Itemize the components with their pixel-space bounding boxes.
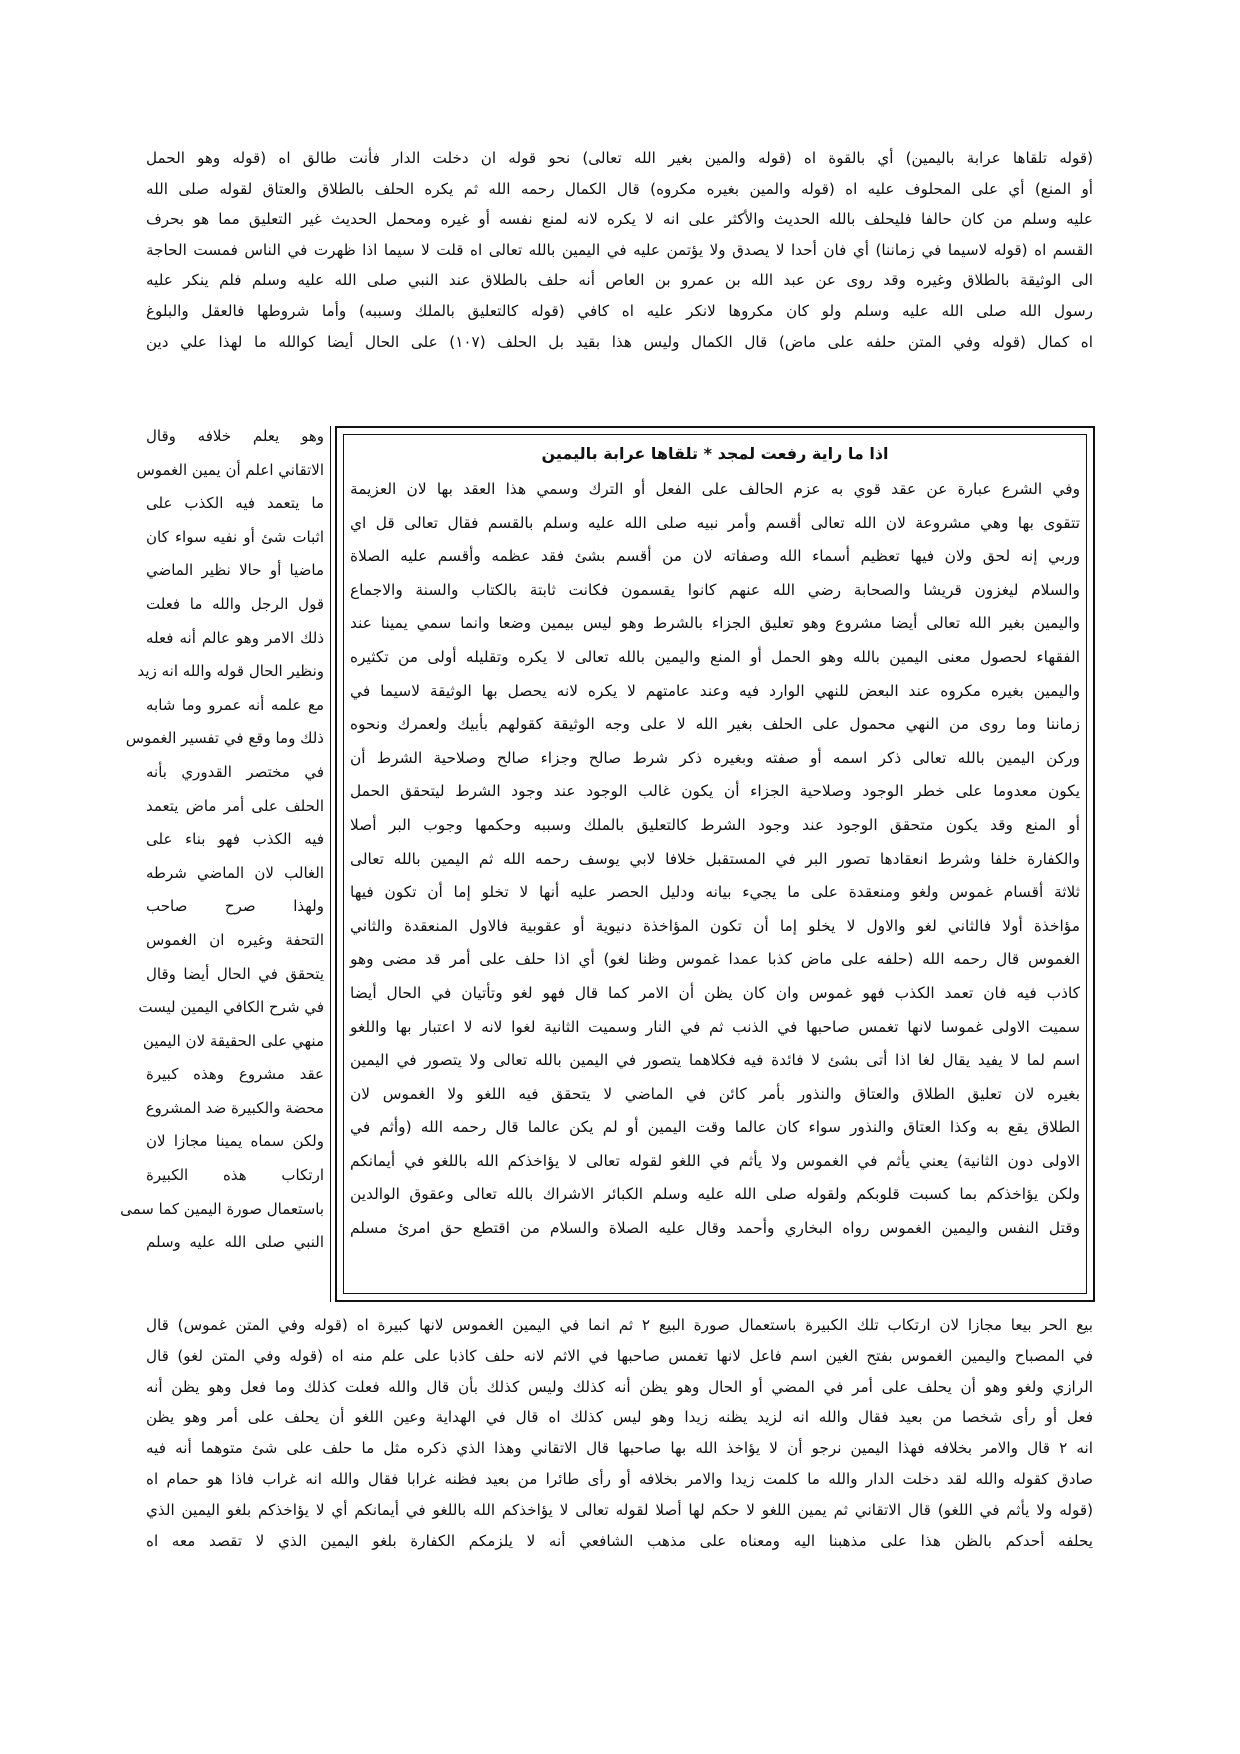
side-commentary-line: وهو يعلم خلافه وقال — [146, 427, 324, 445]
commentary-line: يحلفه أحدكم بالظن هذا على مذهبنا اليه ومعناه على مذهب الشافعي أنه لا يلزمكم الكفارة بلغو اليمين الذي لا تقصد معه اه — [146, 1531, 1093, 1550]
commentary-line: أو المنع) أي على المحلوف عليه اه (قوله والمين بغيره مكروه) قال الكمال رحمه الله ثم يكره الحلف بالطلاق والعتاق لقوله صلى الله — [146, 179, 1093, 198]
main-text-line: الغموس قال رحمه الله (حلفه على ماض كذبا عمدا غموس وظنا لغو) أي اذا حلف على أمر قد مضى وهو — [350, 950, 1080, 969]
side-commentary-line: فيه الكذب فهو بناء على — [146, 830, 324, 849]
commentary-line: رسول الله صلى الله عليه وسلم ولو كان مكروها لانكر عليه اه كافي (قوله كالتعليق بالملك وسببه) وأما شروطها فالعقل والبلوغ — [146, 301, 1093, 320]
side-commentary-line: ولهذا صرح صاحب — [146, 897, 324, 916]
side-commentary-line: النبي صلى الله عليه وسلم — [146, 1233, 324, 1252]
side-commentary-line: ذلك الامر وهو عالم أنه فعله — [146, 628, 324, 647]
side-commentary-line: محضة والكبيرة ضد المشروع — [145, 1098, 324, 1117]
side-commentary-line: يتحقق في الحال أيضا وقال — [146, 964, 324, 983]
side-commentary-line: ارتكاب هذه الكبيرة — [146, 1166, 324, 1185]
main-text-line: وركن اليمين بالله تعالى ذكر اسمه أو صفته وبغيره ذكر شرط صالح وجزاء صالح وصلاحية الشرط أن — [350, 748, 1080, 767]
side-commentary-line: منهي على الحقيقة لان اليمين — [142, 1031, 324, 1050]
commentary-line: (قوله ولا يأثم في اللغو) قال الاتقاني ثم يمين اللغو لا حكم لها أصلا لقوله تعالى لا يؤاخذكم الله باللغو في أيمانكم أي لا يؤاخذكم بلغو اليمين الذي — [146, 1500, 1093, 1519]
side-commentary-line: في مختصر القدوري بأنه — [146, 762, 324, 781]
main-text-line: والسلام ليغزون قريشا والصحابة رضي الله عنهم كانوا يقسمون فكانت ثابتة بالكتاب والسنة والاجماع — [350, 580, 1080, 599]
side-commentary-line: ذلك وما وقع في تفسير الغموس — [125, 729, 324, 748]
main-text-line: وقتل النفس واليمين الغموس رواه البخاري وأحمد وقال عليه الصلاة والسلام من اقتطع حق امرئ مسلم — [350, 1219, 1080, 1238]
commentary-line: بيع الحر بيعا مجازا لان ارتكاب تلك الكبيرة باستعمال صورة البيع ٢ ثم انما في اليمين الغموس لانها كبيرة اه (قوله وفي المتن غموس) قال — [146, 1316, 1093, 1334]
commentary-line: (قوله تلقاها عرابة باليمين) أي بالقوة اه (قوله والمين بغير الله تعالى) نحو قوله ان دخلت الدار فأنت طالق اه (قوله وهو الحمل — [146, 149, 1093, 167]
main-text-line: الطلاق يقع به وكذا العتاق والنذور سواء كان عالما وقت اليمين أو لم يكن عالما قال رحمه الله (وأثم في — [350, 1118, 1080, 1137]
commentary-line: اه كمال (قوله وفي المتن حلفه على ماض) قال الكمال وليس هذا بقيد بل الحلف (١٠٧) على الحال أيضا كوالله ما لهذا علي دين — [146, 332, 1093, 351]
main-text-line: الاولى دون الثانية) يعني يأثم في الغموس ولا يأثم في اللغو لقوله تعالى لا يؤاخذكم الله باللغو في أيمانكم — [350, 1151, 1080, 1170]
side-commentary-line: الاتقاني اعلم أن يمين الغموس — [136, 460, 324, 479]
side-commentary-line: الحلف على أمر ماض يتعمد — [146, 796, 324, 815]
side-commentary — [120, 420, 324, 1260]
main-text-line: واليمين بغير الله تعالى أيضا مشروع وهو تعليق الجزاء بالشرط وهو ليس بيمين وضعا وانما سمي يمينا عند — [350, 614, 1080, 633]
main-text-line: يكون معدوما على خطر الوجود وصلاحية الجزاء أن يكون غالب الوجود عند وجود الشرط ليتحقق الحمل — [350, 782, 1080, 801]
side-commentary-line: باستعمال صورة اليمين كما سمى — [120, 1199, 324, 1218]
side-commentary-line: ولكن سماه يمينا مجازا لان — [146, 1132, 324, 1151]
main-text-line: ولكن يؤاخذكم بما كسبت قلوبكم ولقوله صلى الله عليه وسلم الكبائر الاشراك بالله تعالى وعقوق الوالدين — [350, 1185, 1080, 1204]
side-commentary-line: التحفة وغيره ان الغموس — [146, 930, 324, 949]
side-commentary-line: مع علمه أنه عمرو وما شابه — [146, 695, 324, 714]
main-text-line: اسم لما لا يفيد يقال لغا اذا أتى بشئ لا فائدة فيه فكلاهما يتصور في اليمين بالله تعالى ولا يتصور في اليمين — [350, 1051, 1080, 1070]
main-text-line: تتقوى بها وهي مشروعة لان الله تعالى أقسم وأمر نبيه صلى الله عليه وسلم بالقسم فقال تعالى قل اي — [350, 513, 1080, 532]
commentary-line: القسم اه (قوله لاسيما في زماننا) أي فان أحدا لا يصدق ولا يؤتمن عليه في اليمين بالله تعالى اه قلت لا سيما اذا ظهرت في الناس فمست الحاجة — [146, 240, 1093, 259]
side-commentary-line: في شرح الكافي اليمين ليست — [138, 998, 324, 1017]
commentary-line: الرازي ولغو وهو أن يحلف على أمر في المضي أو الحال وهو يظن أنه كذلك وليس كذلك بأن قال والله فعلت كذلك وما فعل وهو يظن أنه — [146, 1377, 1093, 1396]
side-commentary-line: ما يتعمد فيه الكذب على — [146, 494, 324, 513]
main-text-line: بغيره لان تعليق الطلاق والعتاق والنذور بأمر كائن في الماضي لا يتحقق فيه اللغو ولا الغموس لان — [350, 1084, 1080, 1103]
side-commentary-line: الغالب لان الماضي شرطه — [146, 863, 324, 882]
main-text-line: سميت الاولى غموسا لانها تغمس صاحبها في الذنب ثم في النار وسميت الثانية لغوا لانه لا اعتبار بها واللغو — [350, 1017, 1080, 1036]
main-text-line: زماننا وما روى من النهي محمول على الحلف بغير الله لا على وجه الوثيقة كقولهم بأبيك ولعمرك ونحوه — [350, 715, 1080, 734]
side-commentary-line: اثبات شئ أو نفيه سواء كان — [146, 527, 324, 546]
top-commentary — [146, 143, 1093, 357]
main-text-line: وربي إنه لحق ولان فيها تعظيم أسماء الله وصفاته لان من أقسم بشئ فقد عظمه وأقسم عليه الصلاة — [350, 547, 1080, 566]
main-text-line: أو المنع وقد يكون متحقق الوجود عند وجود الشرط كالتعليق بالملك وسببه وحكمها وجوب البر أصلا — [350, 815, 1080, 834]
frame-header-verse: اذا ما راية رفعت لمجد * تلقاها عرابة باليمين — [541, 444, 889, 463]
side-commentary-line: عقد مشروع وهذه كبيرة — [146, 1065, 324, 1084]
commentary-line: في المصباح واليمين الغموس بفتح الغين اسم فاعل لانها تغمس صاحبها في الاثم لانه حلف كاذبا على علم منه اه (قوله وفي المتن لغو) قال — [146, 1346, 1093, 1365]
side-commentary-line: قول الرجل والله ما فعلت — [146, 594, 324, 613]
commentary-line: الى الوثيقة بالطلاق وغيره وقد روى عن عبد الله بن عمرو بن العاص أنه حلف بالطلاق عند النبي صلى الله عليه وسلم فلم ينكر عليه — [146, 271, 1093, 290]
main-text-line: الفقهاء لحصول معنى اليمين بالله وهو الحمل أو المنع واليمين بالله تعالى لا يكره وتقليله أولى من تكثيره — [350, 647, 1080, 666]
main-text-line: كاذب فيه فان تعمد الكذب فهو غموس وان كان يظن أن الامر كما قال فهو لغو وتأتيان في الحال أيضا — [350, 983, 1080, 1002]
main-text-frame — [335, 426, 1095, 1302]
main-text-inner-border — [343, 434, 1087, 1294]
main-text-line: مؤاخذة أولا فالثاني لغو والاول لا يخلو إما أن تكون المؤاخذة دنيوية أو عقوبية فالاول المنعقدة والثاني — [350, 916, 1080, 935]
main-text — [350, 473, 1080, 1246]
main-text-line: وفي الشرع عبارة عن عقد قوي به عزم الحالف على الفعل أو الترك وسمي هذا العقد بها لان العزيمة — [350, 480, 1080, 498]
main-text-line: واليمين بغيره مكروه عند البعض للنهي الوارد فيه وعند عامتهم لا يكره لانه يحصل بها الوثيقة لاسيما في — [350, 681, 1080, 700]
commentary-line: انه ٢ قال والامر بخلافه فهذا اليمين نرجو أن لا يؤاخذ الله بها صاحبها قال الاتقاني وهذا الذي ذكره مثل ما حلف على شئ متوهما أنه فيه — [146, 1439, 1093, 1458]
commentary-line: صادق كقوله والله لقد دخلت الدار والله ما كلمت زيدا والامر بخلافه أو رأى طائرا من بعيد فظنه غرابا فقال والله انه غراب فاذا هو حمام اه — [146, 1469, 1093, 1488]
column-divider — [330, 426, 331, 1302]
side-commentary-line: ماضيا أو حالا نظير الماضي — [146, 561, 324, 580]
main-text-line: ثلاثة أقسام غموس ولغو ومنعقدة على ما يجيء بيانه ودليل الحصر عليه أنها لا تخلو إما أن تكون فيها — [350, 883, 1080, 902]
side-commentary-line: ونظير الحال قوله والله انه زيد — [137, 662, 324, 681]
main-text-line: والكفارة خلفا وشرط انعقادها تصور البر في المستقبل خلافا لابي يوسف رحمه الله ثم اليمين بالله تعالى — [350, 849, 1080, 868]
commentary-line: عليه وسلم من كان حالفا فليحلف بالله الحديث والأكثر على انه لا يكره لانه لمنع نفسه أو غيره ومحمل الحديث غير التعليق مما هو بحرف — [146, 210, 1093, 229]
commentary-line: فعل أو رأى شخصا من بعيد فقال والله انه لزيد يظنه زيدا وهو ليس كذلك اه قال في الهداية وعين اللغو أن يحلف على أمر وهو يظن — [146, 1408, 1093, 1427]
bottom-commentary — [146, 1310, 1093, 1556]
